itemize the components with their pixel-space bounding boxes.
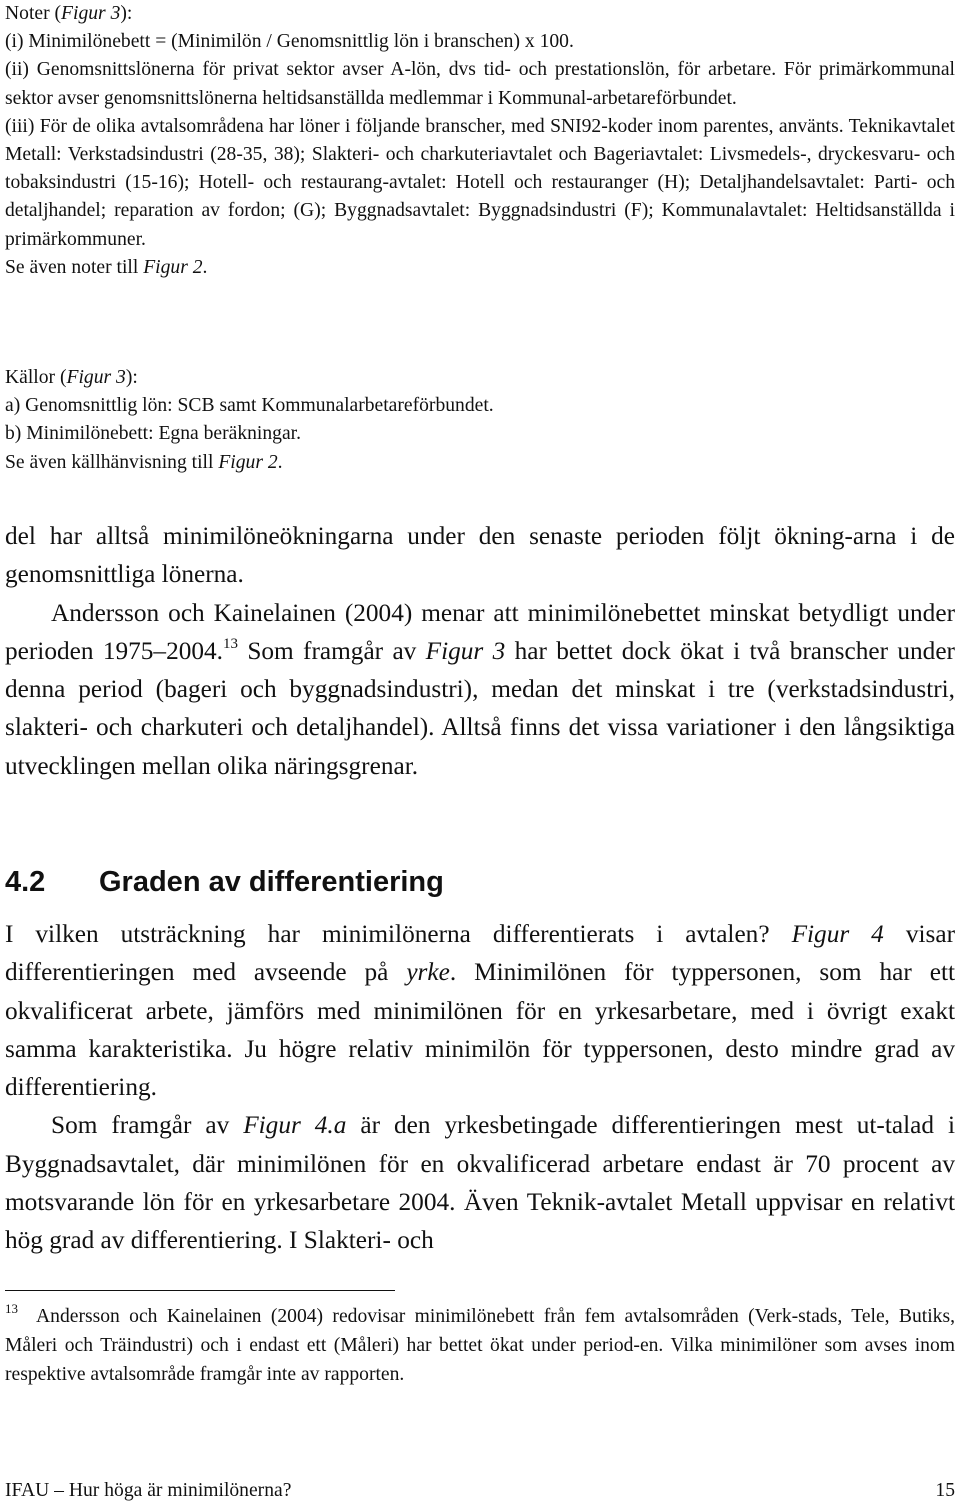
notes-heading: Noter (Figur 3): (5, 3, 133, 24)
footnote (5, 1302, 955, 1389)
note-i: (i) Minimilönebett = (Minimilön / Genomsnittlig lön i branschen) x 100. (5, 31, 574, 53)
paragraph: Andersson och Kainelainen (2004) menar att minimilönebettet minskat betydligt under perioden 1975–2004.13 Som framgår av Figur 3 har bettet dock ökat i två branscher under denna period (bageri och byggnadsindustri), medan det minskat i tre (verkstadsindustri, slakteri- och charkuteri och detaljhandel). Alltså finns det vissa variationer i den långsiktiga utvecklingen mellan olika näringsgrenar. (5, 598, 955, 780)
paragraph: I vilken utsträckning har minimilönerna differentierats i avtalen? Figur 4 visar differentieringen med avseende på yrke. Minimilönen för typpersonen, som har ett okvalificerat arbete, jämförs med minimilönen för en yrkesarbetare, med i övrigt exakt samma karakteristika. Ju högre relativ minimilön för typpersonen, desto mindre grad av differentiering. (5, 920, 955, 1102)
figure-sources (5, 364, 955, 477)
footnote-divider (5, 1290, 395, 1291)
paragraph: del har alltså minimilöneökningarna under den senaste perioden följt ökning-arna i de genomsnittliga lönerna. (5, 522, 955, 589)
section-title: Graden av differentiering (99, 866, 444, 898)
figure-notes (5, 0, 955, 282)
footnote-text: Andersson och Kainelainen (2004) redovisar minimilönebett från fem avtalsområden (Verk-stads, Tele, Butiks, Måleri och Träindustri) och i endast ett (Måleri) har bettet ökat under period-en. Vilka minimilöner som avses inom respektive avtalsområde framgår inte av rapporten. (5, 1306, 955, 1385)
section-number: 4.2 (5, 866, 46, 898)
section-heading (5, 862, 444, 902)
source-a: a) Genomsnittlig lön: SCB samt Kommunalarbetareförbundet. (5, 395, 494, 417)
page-number: 15 (935, 1480, 955, 1501)
sources-heading: Källor (Figur 3): (5, 367, 138, 388)
sources-see-also: Se även källhänvisning till Figur 2. (5, 451, 283, 473)
footer-title: IFAU – Hur höga är minimilönerna? (5, 1480, 292, 1501)
body-text-lower (5, 915, 955, 1260)
body-text-upper (5, 517, 955, 785)
note-iii: (iii) För de olika avtalsområdena har löner i följande branscher, med SNI92-koder inom parentes, använts. Teknikavtalet Metall: Verkstadsindustri (28-35, 38); Slakteri- och charkuteriavtalet och Bageriavtalet: Livsmedels-, dryckesvaru- och tobaksindustri (15-16); Hotell- och restaurang-avtalet: Hotell och restauranger (H); Detaljhandelsavtalet: Parti- och detaljhandel; reparation av fordon; (G); Byggnadsavtalet: Byggnadsindustri (F); Kommunalavtalet: Heltidsanställda i primärkommuner. (5, 115, 955, 250)
paragraph: Som framgår av Figur 4.a är den yrkesbetingade differentieringen mest ut-talad i Byggnadsavtalet, där minimilönen för en okvalificerad arbetare endast är 70 procent av motsvarande lön för en yrkesarbetare 2004. Även Teknik-avtalet Metall uppvisar en relativt hög grad av differentiering. I Slakteri- och (5, 1111, 955, 1255)
note-ii: (ii) Genomsnittslönerna för privat sektor avser A-lön, dvs tid- och prestationslön, för arbetare. För primärkommunal sektor avser genomsnittslönerna heltidsanställda medlemmar i Kommunal-arbetareförbundet. (5, 59, 955, 109)
footnote-reference[interactable]: 13 (223, 635, 238, 652)
footnote-number: 13 (5, 1301, 18, 1316)
source-b: b) Minimilönebett: Egna beräkningar. (5, 423, 302, 445)
notes-see-also: Se även noter till Figur 2. (5, 256, 208, 278)
